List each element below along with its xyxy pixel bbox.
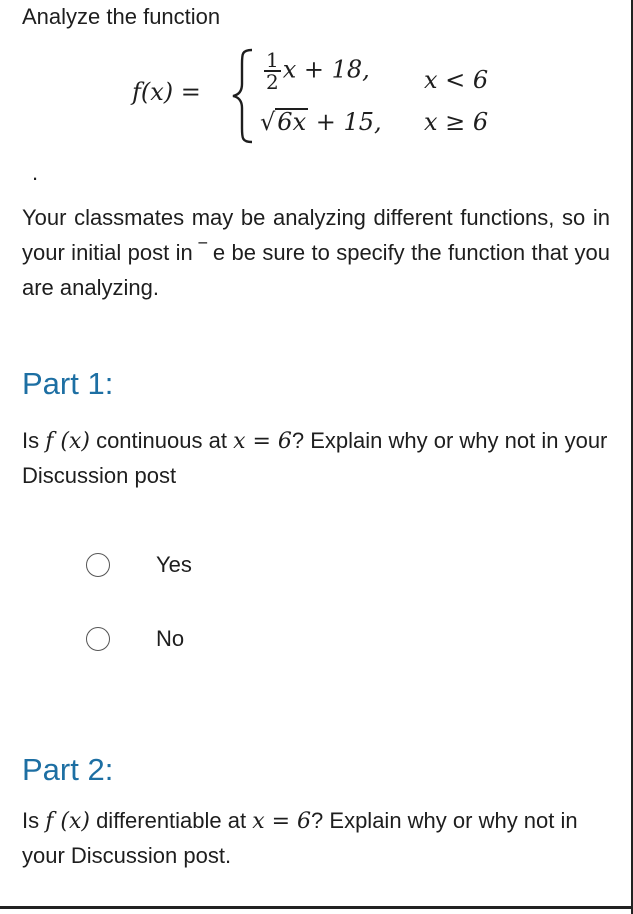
function-lhs: f(x) = [132,78,201,106]
trailing-dot: . [32,160,39,185]
part-2-question: Is f (x) differentiable at x = 6? Explain why or why not in your Discussion post. [22,808,578,868]
option-yes-label: Yes [156,552,192,577]
case-2-condition: x ≥ 6 [424,108,489,136]
fx-symbol: f (x) [45,809,90,834]
part-1-question: Is f (x) continuous at x = 6? Explain why or why not in your Discussion post [22,428,608,488]
part-2-heading: Part 2: [22,752,114,787]
bottom-divider [0,906,633,909]
radicand: 6x [277,108,307,136]
case-1-expression: $\frac{1}{2}$ x + 18, [266,48,370,94]
option-no-label: No [156,626,185,651]
part-1-heading: Part 1: [22,366,114,401]
option-yes[interactable] [86,550,192,580]
x-equals-6: x = 6 [233,429,292,454]
piecewise-function [132,46,552,146]
case-1-condition: x < 6 [424,66,489,94]
radio-yes[interactable] [86,553,110,577]
intro-text: Analyze the function [22,4,221,29]
fx-symbol: f (x) [45,429,90,454]
case-2-expression: √6x + 15, [260,108,382,136]
fraction-one-half: $\frac{1}{2}$ [266,48,279,94]
instructions-paragraph: Your classmates may be analyzing different functions, so in your initial post in ‾ e be sure to specify the function that you are analyzing. [22,205,610,300]
option-no[interactable] [86,624,184,654]
x-equals-6: x = 6 [252,809,312,834]
radio-no[interactable] [86,627,110,651]
left-brace [230,46,258,146]
